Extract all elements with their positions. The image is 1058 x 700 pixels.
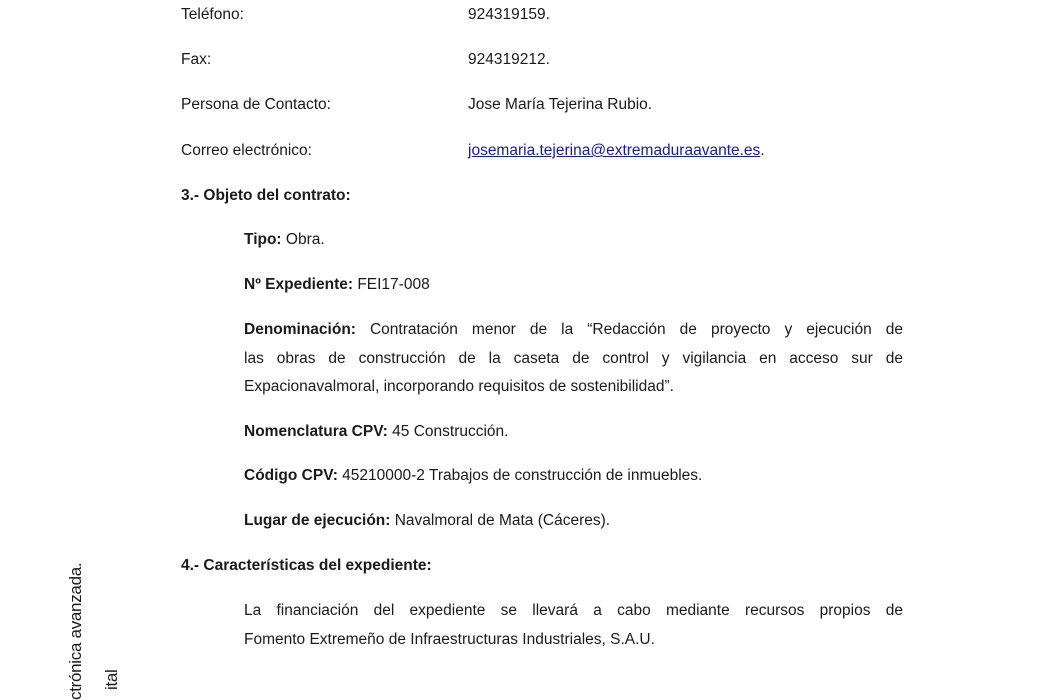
phone-label: Teléfono: [181, 6, 244, 23]
section4-heading: 4.- Características del expediente: [181, 557, 432, 574]
tipo-label: Tipo: [244, 231, 282, 248]
expediente-line [244, 271, 903, 300]
phone-value: 924319159. [468, 6, 550, 23]
denominacion-label: Denominación: [244, 321, 356, 338]
cpv-code-line [244, 462, 903, 491]
denominacion-line-2: las obras de construcción de la caseta de control y vigilancia en acceso sur de [244, 349, 903, 367]
cpv-code-value: 45210000-2 Trabajos de construcción de inmuebles. [337, 467, 703, 484]
margin-vertical-text-1: ctrónica avanzada. [66, 562, 85, 700]
cpv-nomenclature-value: 45 Construcción. [387, 423, 509, 440]
execution-place-line [244, 507, 903, 536]
email-suffix: . [760, 142, 765, 159]
fax-value: 924319212. [468, 51, 550, 68]
denominacion-line-1 [244, 316, 903, 345]
execution-place-label: Lugar de ejecución: [244, 512, 391, 529]
financing-paragraph [244, 597, 903, 654]
denominacion-text-1: Contratación menor de la “Redacción de proyecto y ejecución de [355, 321, 903, 338]
expediente-label: Nº Expediente: [244, 276, 354, 293]
margin-vertical-text-2: ital [102, 669, 121, 690]
financing-line-2: Fomento Extremeño de Infraestructuras Industriales, S.A.U. [244, 630, 655, 648]
tipo-value: Obra. [281, 231, 325, 248]
tipo-line [244, 226, 903, 255]
cpv-code-label: Código CPV: [244, 467, 338, 484]
denominacion-paragraph [244, 316, 903, 402]
email-link[interactable]: josemaria.tejerina@extremaduraavante.es [468, 142, 761, 159]
section3-heading: 3.- Objeto del contrato: [181, 187, 351, 204]
email-label: Correo electrónico: [181, 142, 312, 159]
email-value [468, 140, 765, 162]
contact-person-value: Jose María Tejerina Rubio. [468, 96, 653, 113]
denominacion-line-3: Expacionavalmoral, incorporando requisitos de sostenibilidad”. [244, 378, 674, 395]
financing-line-1: La financiación del expediente se llevará a cabo mediante recursos propios de [244, 602, 903, 619]
cpv-nomenclature-label: Nomenclatura CPV: [244, 423, 388, 440]
contact-person-label: Persona de Contacto: [181, 96, 331, 113]
expediente-value: FEI17-008 [353, 276, 430, 293]
cpv-nomenclature-line [244, 418, 903, 447]
fax-label: Fax: [181, 51, 212, 68]
execution-place-value: Navalmoral de Mata (Cáceres). [390, 512, 611, 529]
